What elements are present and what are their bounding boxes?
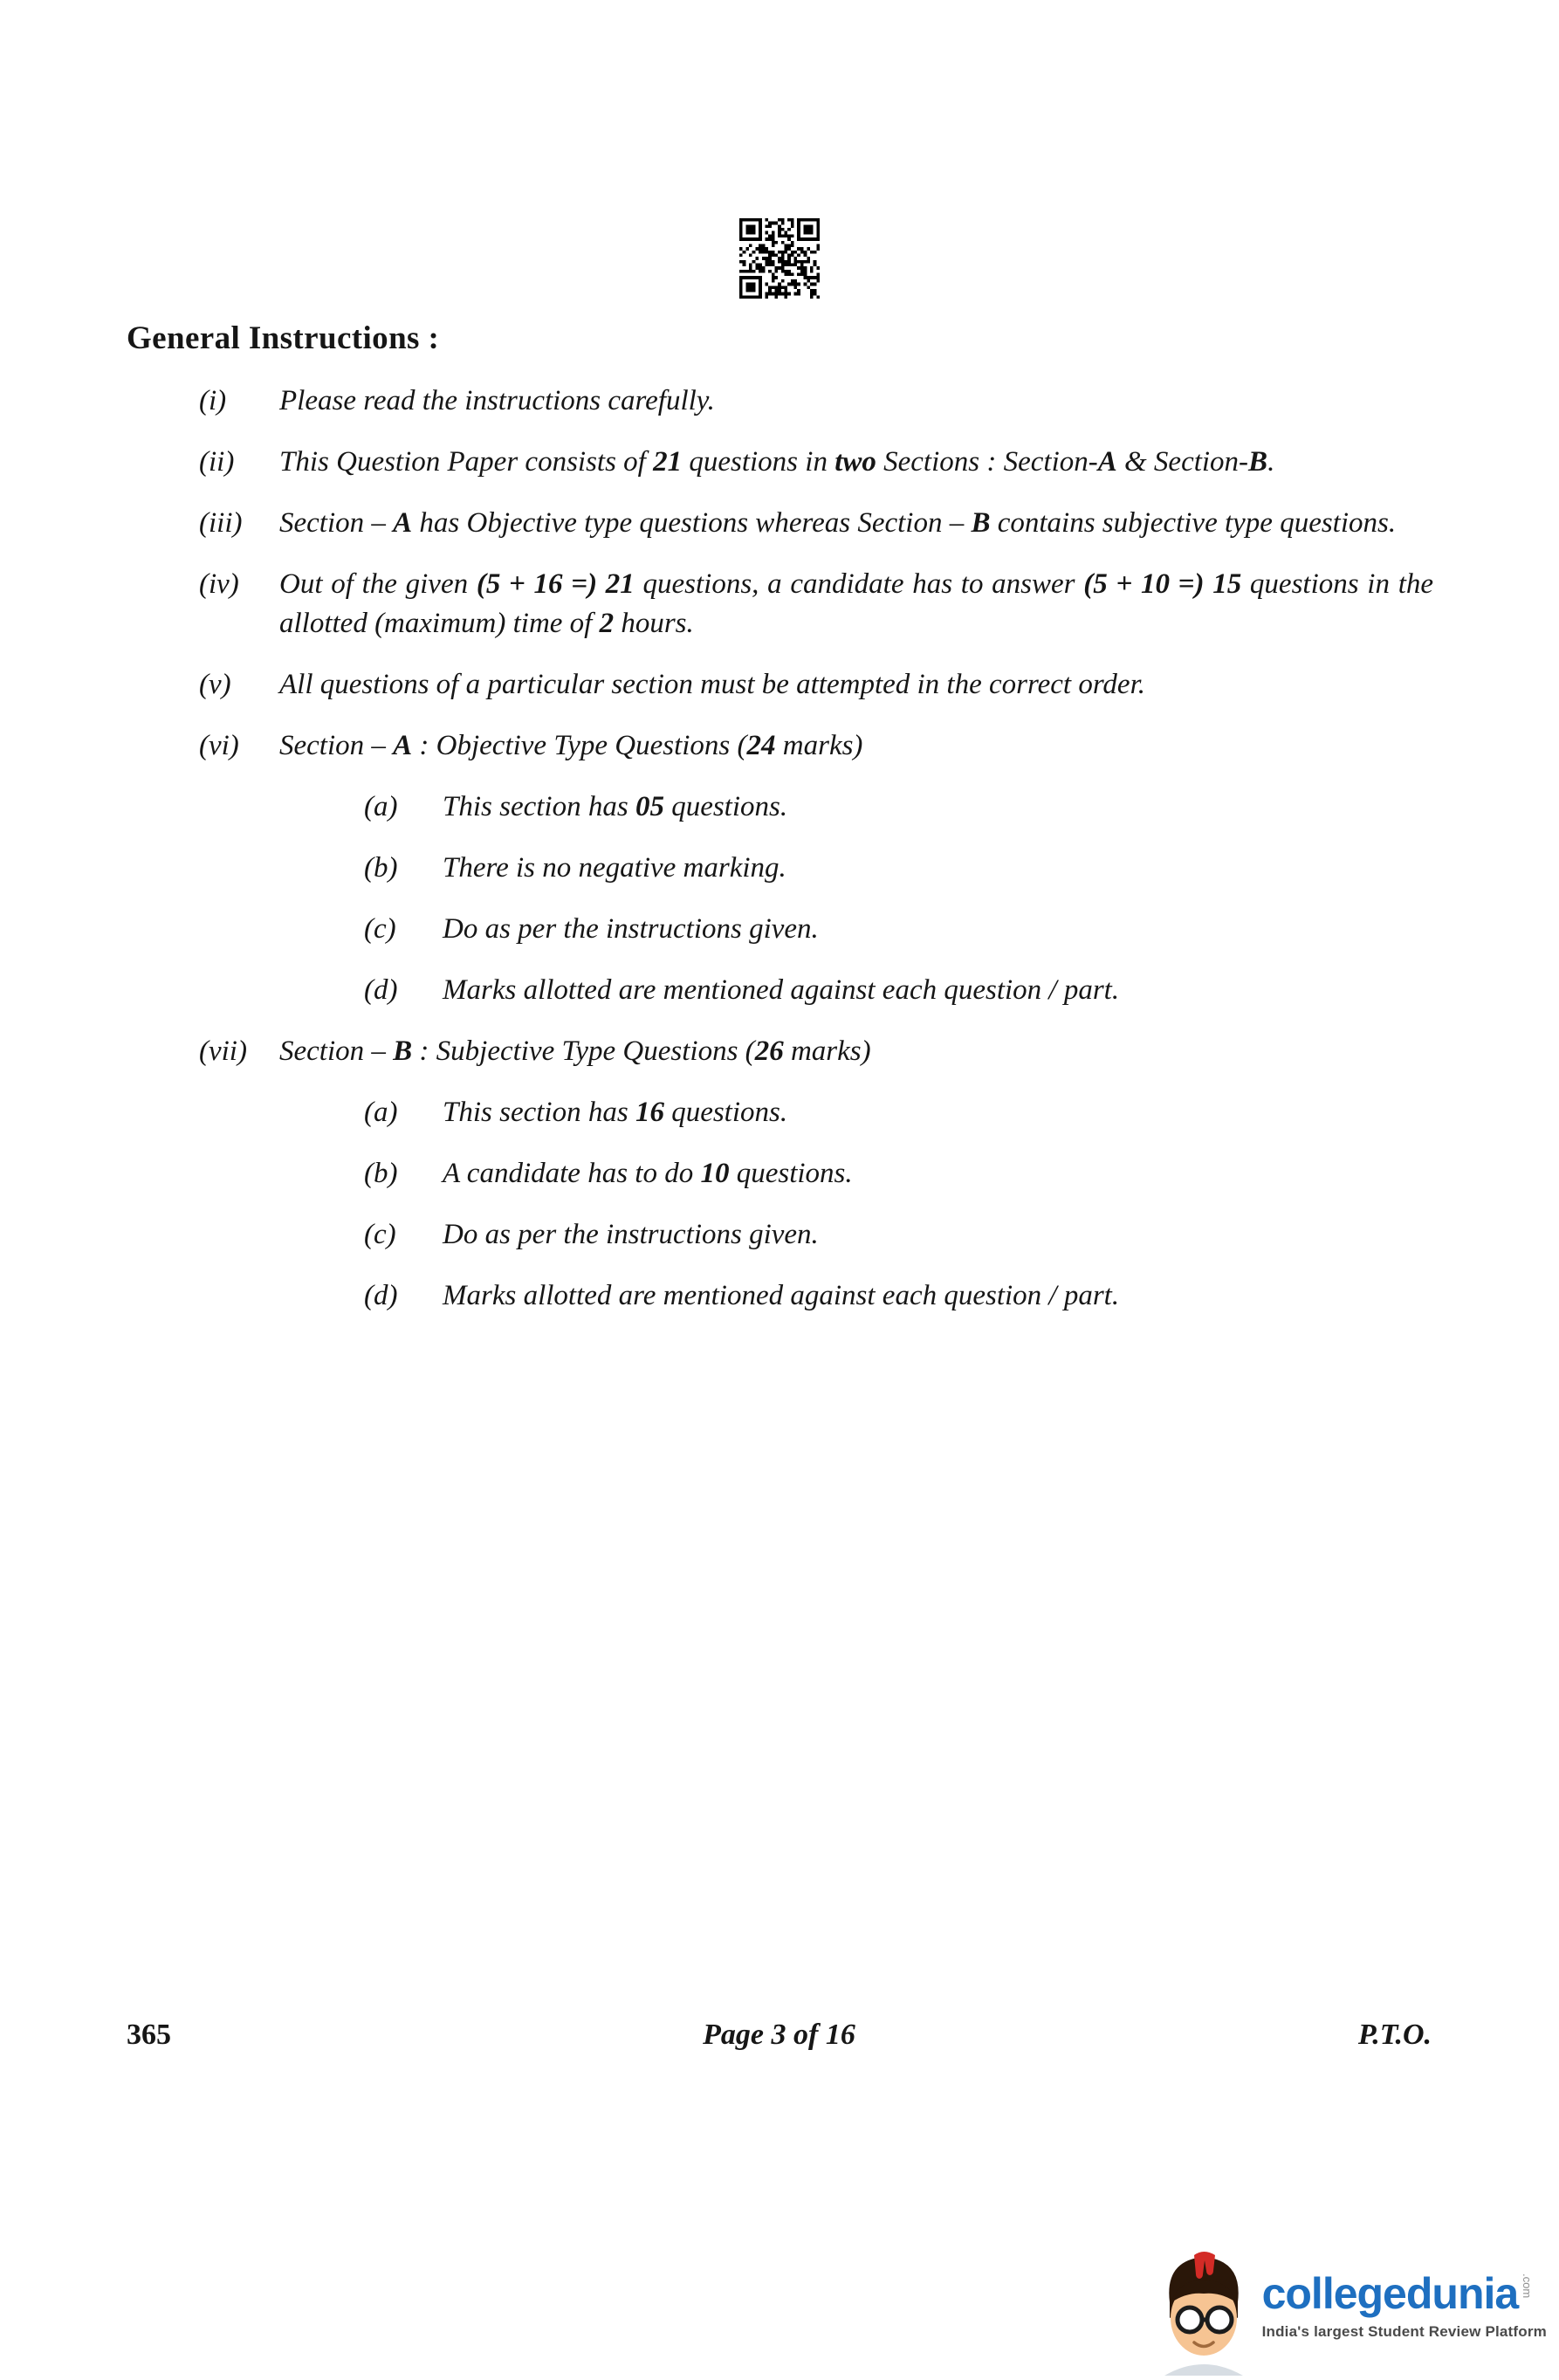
- instruction-item: [127, 565, 1433, 643]
- instruction-label: (b): [364, 852, 398, 884]
- instruction-subitem: [127, 1093, 1433, 1132]
- pto-label: P.T.O.: [1357, 2019, 1432, 2051]
- instruction-subitem: [127, 971, 1433, 1010]
- collegedunia-logo-text: [1261, 2269, 1547, 2353]
- instruction-subitem: [127, 910, 1433, 949]
- paper-code: 365: [127, 2019, 171, 2051]
- instruction-item: [127, 443, 1433, 482]
- instruction-label: (b): [364, 1158, 398, 1189]
- instruction-item: [127, 382, 1433, 421]
- instruction-text: A candidate has to do 10 questions.: [443, 1158, 853, 1189]
- instruction-text: Section – B : Subjective Type Questions (26 marks): [279, 1035, 871, 1067]
- instruction-subitem: [127, 849, 1433, 888]
- instruction-subitem: [127, 788, 1433, 827]
- collegedunia-brand: collegedunia: [1261, 2269, 1519, 2318]
- instruction-subitem: [127, 1276, 1433, 1316]
- instruction-text: This section has 05 questions.: [443, 791, 788, 822]
- instruction-text: This section has 16 questions.: [443, 1097, 788, 1128]
- instruction-label: (c): [364, 1219, 396, 1250]
- page-heading: General Instructions :: [127, 320, 440, 356]
- instruction-label: (ii): [199, 446, 235, 478]
- instruction-label: (v): [199, 669, 231, 700]
- instruction-label: (vi): [199, 730, 239, 761]
- instruction-text: Do as per the instructions given.: [443, 1219, 819, 1250]
- instruction-label: (a): [364, 791, 398, 822]
- instruction-subitem: [127, 1154, 1433, 1193]
- qr-code: [739, 218, 820, 299]
- instruction-text: Marks allotted are mentioned against each question / part.: [443, 1280, 1120, 1311]
- instruction-item: [127, 665, 1433, 705]
- instruction-label: (a): [364, 1097, 398, 1128]
- page-number: Page 3 of 16: [703, 2019, 855, 2051]
- collegedunia-mascot-icon: [1152, 2245, 1255, 2380]
- instruction-label: (iii): [199, 507, 243, 539]
- collegedunia-tld: .com: [1521, 2273, 1535, 2299]
- instruction-item: [127, 504, 1433, 543]
- instruction-text: Please read the instructions carefully.: [279, 385, 715, 416]
- instruction-text: There is no negative marking.: [443, 852, 786, 884]
- instructions-section: [127, 320, 1433, 1338]
- collegedunia-tagline: India's largest Student Review Platform: [1261, 2323, 1547, 2340]
- instruction-subitem: [127, 1215, 1433, 1255]
- instruction-text: Section – A has Objective type questions whereas Section – B contains subjective type questions.: [279, 507, 1397, 539]
- instruction-item: [127, 1032, 1433, 1071]
- instruction-text: Do as per the instructions given.: [443, 913, 819, 945]
- instruction-label: (i): [199, 385, 227, 416]
- page-footer: [127, 2019, 1432, 2062]
- instructions-list: [127, 382, 1433, 1316]
- instruction-item: [127, 726, 1433, 766]
- instruction-label: (d): [364, 974, 398, 1006]
- instruction-text: Section – A : Objective Type Questions (24 marks): [279, 730, 863, 761]
- instruction-label: (vii): [199, 1035, 247, 1067]
- instruction-text: This Question Paper consists of 21 questions in two Sections : Section-A & Section-B.: [279, 446, 1275, 478]
- instruction-label: (c): [364, 913, 396, 945]
- instruction-label: (d): [364, 1280, 398, 1311]
- collegedunia-logo: [1152, 2245, 1547, 2380]
- instruction-text: Marks allotted are mentioned against each question / part.: [443, 974, 1120, 1006]
- instruction-label: (iv): [199, 568, 239, 600]
- instruction-text: Out of the given (5 + 16 =) 21 questions, a candidate has to answer (5 + 10 =) 15 questions in the allotted (maximum) time of 2 hours.: [279, 568, 1434, 639]
- instruction-text: All questions of a particular section must be attempted in the correct order.: [279, 669, 1146, 700]
